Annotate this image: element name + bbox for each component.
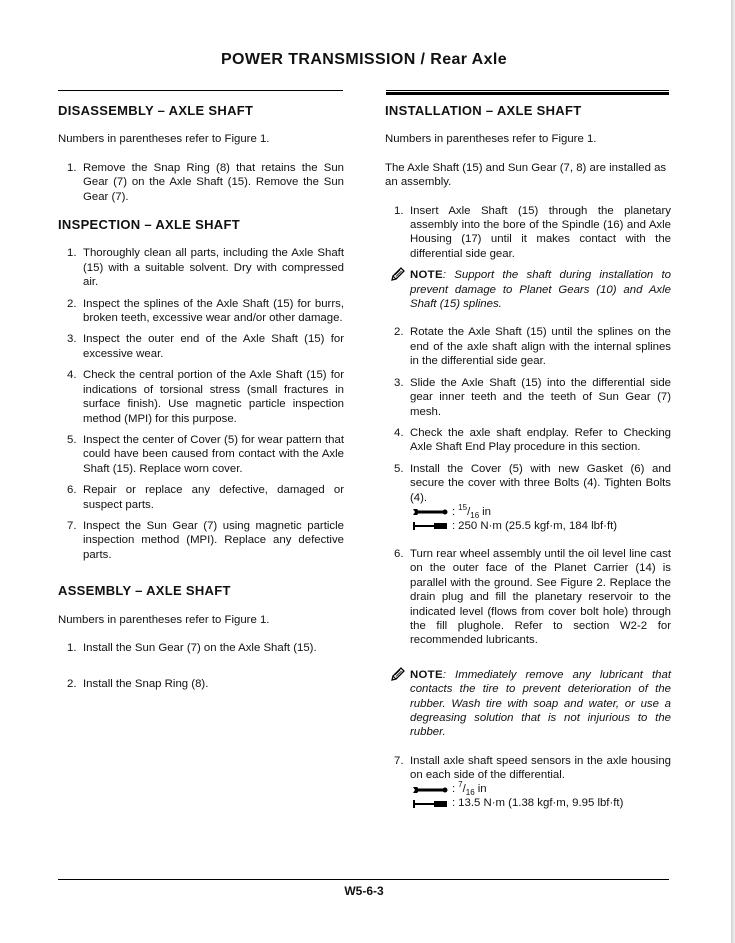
disassembly-section — [58, 104, 344, 204]
wrench-size-spec: : $^{15}/_{16}$ in — [412, 505, 671, 519]
torque-spec: : 250 N·m (25.5 kgf·m, 184 lbf·ft) — [412, 519, 671, 533]
list-item: 5. Install the Cover (5) with new Gasket (6) and secure the cover with three Bolts (4). Tighten Bolts (4). : $^{15}/_{16}$ in : 250 N·m (25.5 kgf·m, 184 lbf·ft) — [394, 462, 671, 532]
note-support-shaft — [385, 268, 671, 311]
list-item: 6. Repair or replace any defective, damaged or suspect parts. — [67, 484, 344, 511]
list-item: 6. Turn rear wheel assembly until the oil level line cast on the outer face of the Planet Carrier (14) is parallel with the ground. See Figure 2. Replace the drain plug and fill the planetary reservoir to the indicated level (flows from cover bolt hole) through the fill plughole. Refer to section W2-2 for recommended lubricants. — [394, 547, 671, 647]
assembly-section — [58, 584, 344, 692]
list-item: 4. Check the central portion of the Axle Shaft (15) for indications of torsional stress (small fractures in surface finish). Use magnetic particle inspection method (MPI) for this purpose. — [67, 369, 344, 425]
list-item: 2. Rotate the Axle Shaft (15) until the splines on the end of the axle shaft align with the internal splines in the differential side gear. — [394, 326, 671, 368]
disassembly-heading: DISASSEMBLY – AXLE SHAFT — [58, 103, 254, 118]
note-label: NOTE — [410, 269, 443, 282]
disassembly-steps — [58, 161, 344, 204]
footer-rule — [58, 879, 669, 880]
installation-steps-cont — [385, 325, 671, 647]
list-item: 3. Inspect the outer end of the Axle Shaft (15) for excessive wear. — [67, 333, 344, 360]
left-column — [58, 104, 344, 699]
torque-spec: : 13.5 N·m (1.38 kgf·m, 9.95 lbf·ft) — [412, 797, 671, 811]
assembly-intro: Numbers in parentheses refer to Figure 1. — [58, 613, 270, 626]
list-item: 2. Inspect the splines of the Axle Shaft (15) for burrs, broken teeth, excessive wear and/or other damage. — [67, 297, 344, 325]
pencil-note-icon — [390, 666, 406, 686]
page-title: POWER TRANSMISSION / Rear Axle — [220, 51, 508, 68]
list-item: 7. Install axle shaft speed sensors in the axle housing on each side of the differential. : $^7/_{16}$ in : 13.5 N·m (1.38 kgf·m, 9.95 lbf·ft) — [394, 754, 671, 810]
page-number: W5-6-3 — [344, 884, 384, 898]
inspection-steps — [58, 246, 344, 562]
list-item: 2. Install the Snap Ring (8). — [67, 678, 209, 691]
list-item: 1. Thoroughly clean all parts, including the Axle Shaft (15) with a suitable solvent. Dry with compressed air. — [67, 247, 344, 289]
inspection-heading: INSPECTION – AXLE SHAFT — [58, 217, 240, 233]
list-item: 4. Check the axle shaft endplay. Refer to Checking Axle Shaft End Play procedure in this section. — [394, 426, 671, 454]
installation-steps-final — [385, 754, 671, 811]
wrench-size-spec: : $^7/_{16}$ in — [412, 783, 671, 797]
list-item: 3. Slide the Axle Shaft (15) into the differential side gear inner teeth and the teeth of Sun Gear (7) mesh. — [394, 376, 671, 418]
left-column-rule — [58, 90, 343, 91]
note-text: : Immediately remove any lubricant that contacts the tire to prevent deterioration of the rubber. Wash tire with soap and water, or use a degreasing solution that is not injurious to the rubber. — [410, 668, 671, 739]
disassembly-intro: Numbers in parentheses refer to Figure 1. — [58, 133, 270, 146]
list-item: 1. Install the Sun Gear (7) on the Axle Shaft (15). — [67, 641, 317, 654]
right-column — [385, 104, 671, 818]
wrench-icon — [412, 507, 448, 517]
installation-section — [385, 104, 671, 811]
list-item: 7. Inspect the Sun Gear (7) using magnetic particle inspection method (MPI). Replace any defective parts. — [67, 519, 344, 561]
note-remove-lubricant — [385, 668, 671, 740]
pencil-note-icon — [390, 266, 406, 286]
installation-intro-2: The Axle Shaft (15) and Sun Gear (7, 8) are installed as an assembly. — [385, 161, 667, 189]
installation-intro: Numbers in parentheses refer to Figure 1. — [385, 133, 597, 146]
note-text: : Support the shaft during installation to prevent damage to Planet Gears (10) and Axle Shaft (15) splines. — [410, 269, 671, 311]
assembly-heading: ASSEMBLY – AXLE SHAFT — [58, 583, 231, 599]
list-item: 1. Insert Axle Shaft (15) through the planetary assembly into the bore of the Spindle (16) and Axle Housing (17) until it makes contact with the differential side gear. — [394, 204, 671, 260]
torque-wrench-icon — [412, 799, 448, 809]
right-column-rule — [386, 90, 669, 91]
list-item: 1. Remove the Snap Ring (8) that retains the Sun Gear (7) on the Axle Shaft (15). Remove the Sun Gear (7). — [67, 161, 344, 203]
torque-wrench-icon — [412, 521, 448, 531]
assembly-steps — [58, 641, 344, 692]
inspection-section — [58, 218, 344, 562]
list-item: 5. Inspect the center of Cover (5) for wear pattern that could have been caused from contact with the Axle Shaft (15). Replace worn cover. — [67, 433, 344, 475]
installation-heading: INSTALLATION – AXLE SHAFT — [385, 103, 582, 118]
note-label: NOTE — [410, 668, 443, 681]
wrench-icon — [412, 785, 448, 795]
page-edge — [731, 0, 735, 943]
installation-steps — [385, 204, 671, 262]
right-column-rule-thick — [386, 92, 669, 95]
